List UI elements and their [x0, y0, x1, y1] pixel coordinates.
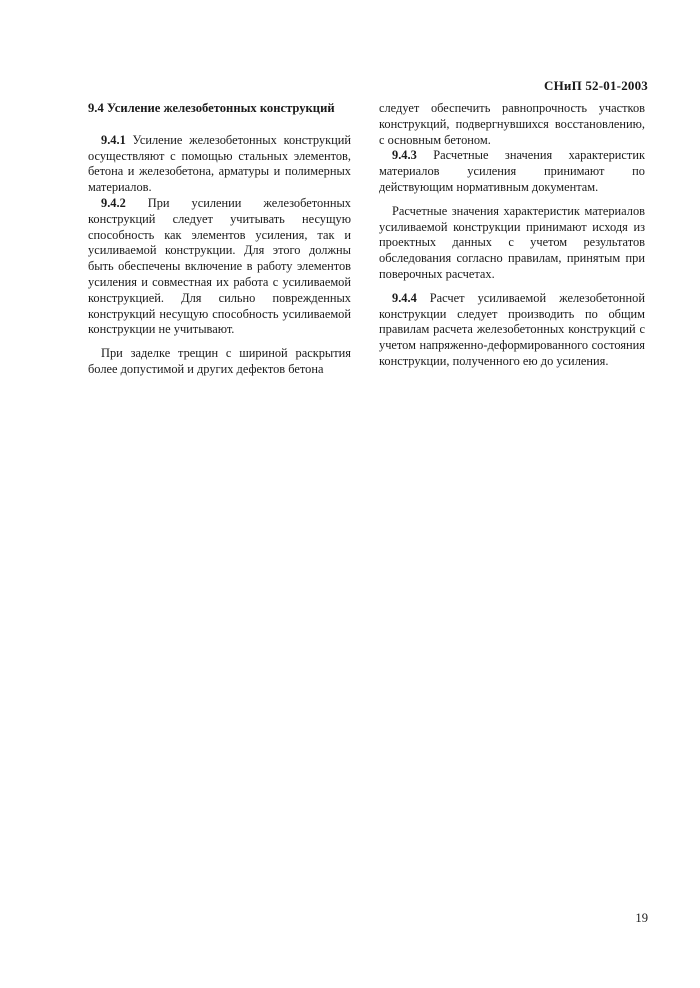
page-number: 19 — [635, 911, 648, 925]
clause-number: 9.4.3 — [392, 148, 417, 163]
paragraph-crack-repair: При заделке трещин с шириной раскрытия более допустимой и других дефектов бетона — [88, 346, 351, 376]
clause-number: 9.4.2 — [101, 195, 126, 210]
clause-text: При усилении железобетонных конструкций следует учитывать несущую способность как элементов усиления, так и усиливаемой конструкции. Для этого должны быть обеспечены включение в работу элементов усиления и совместная их работа с усиливаемой конструкцией. Для сильно поврежденных конструкций несущую способность усиливаемой конструкции не учитывают. — [88, 195, 351, 337]
section-title: 9.4 Усиление железобетонных конструкций — [88, 101, 335, 115]
paragraph-9-4-1 — [88, 133, 351, 196]
left-column — [88, 101, 351, 378]
clause-number: 9.4.4 — [392, 290, 417, 305]
paragraph-9-4-2 — [88, 196, 351, 338]
clause-text: Расчет усиливаемой железобетонной конструкции следует производить по общим правилам расчета железобетонных конструкций с учетом напряженно-деформированного состояния конструкции, полученного ею до усиления. — [379, 290, 645, 368]
paragraph-crack-repair-continued: следует обеспечить равнопрочность участков конструкций, подвергнувшихся восстановлению, с основным бетоном. — [379, 101, 645, 147]
clause-text: Расчетные значения характеристик материалов усиления принимают по действующим нормативным документам. — [379, 148, 645, 194]
paragraph-9-4-4 — [379, 291, 645, 370]
paragraph-9-4-3 — [379, 148, 645, 195]
right-column — [379, 101, 645, 370]
document-code-header: СНиП 52-01-2003 — [543, 78, 648, 93]
paragraph-design-values: Расчетные значения характеристик материалов усиливаемой конструкции принимают исходя из проектных данных с учетом результатов обследования согласно правилам, принятым при поверочных расчетах. — [379, 203, 645, 281]
clause-number: 9.4.1 — [101, 132, 126, 147]
clause-text: Усиление железобетонных конструкций осуществляют с помощью стальных элементов, бетона и железобетона, арматуры и полимерных материалов. — [88, 132, 351, 195]
